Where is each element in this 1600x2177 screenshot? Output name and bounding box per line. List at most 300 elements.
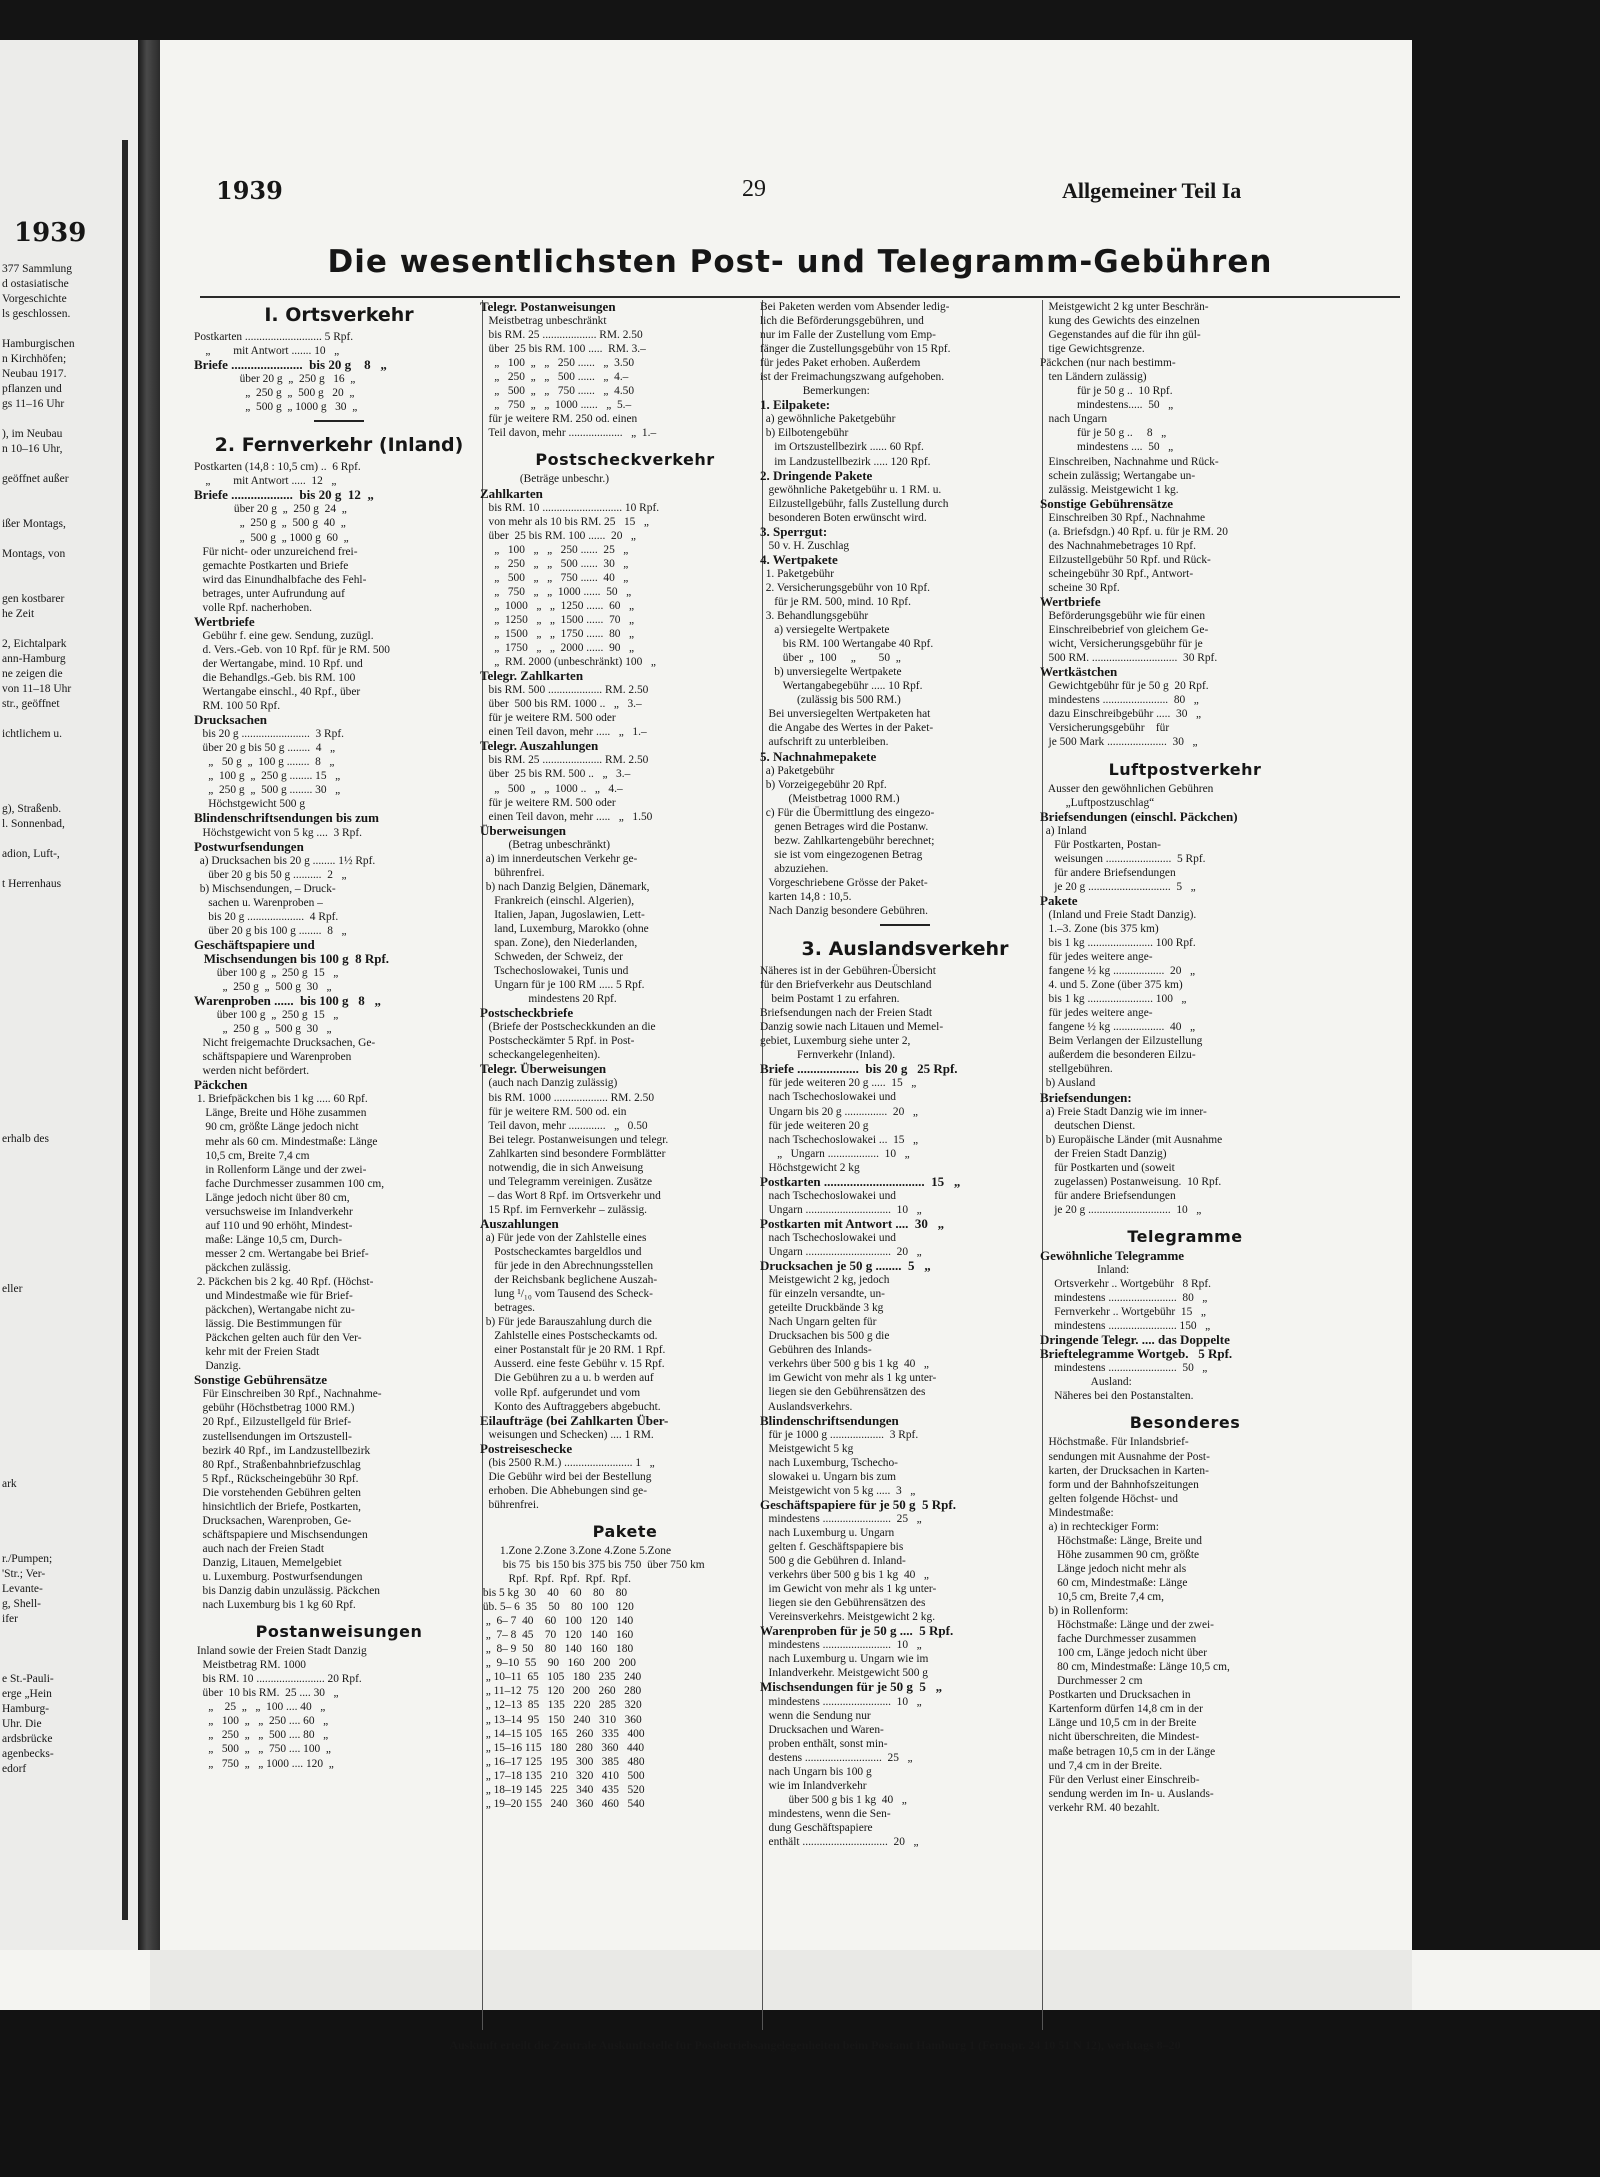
item-heading: Telegr. Postanweisungen [480,300,616,314]
text-line: Ausland: [1040,1376,1132,1389]
text-line: (Betrag unbeschränkt) [480,838,611,851]
left-page-line: eller [2,1283,23,1295]
left-page-line [2,1072,138,1087]
left-page-year: 1939 [14,218,87,248]
text-line: „ 12–13 85 135 220 285 320 [480,1699,642,1712]
text-line: dung Geschäftspapiere [760,1821,873,1834]
left-page-line [2,1222,138,1237]
left-page-line [2,1237,138,1252]
text-line: Danzig. [194,1360,242,1373]
text-line: und Telegramm vereinigen. Zusätze [480,1175,653,1188]
sub-heading: Besonderes [1129,1413,1241,1433]
text-line: bis 75 bis 150 bis 375 bis 750 über 750 km [480,1558,705,1571]
text-line: „ 500 „ „ 750 .... 100 „ [194,1743,331,1756]
item-heading: Sonstige Gebührensätze [194,1373,328,1388]
item-heading: Briefsendungen: [1040,1090,1132,1105]
sub-heading: Luftpostverkehr [1108,759,1262,779]
text-line: nur im Falle der Zustellung vom Emp- [760,329,936,342]
text-line: enthält .............................. 20 „ [760,1835,919,1848]
text-line: Beförderungsgebühr wie für einen [1040,610,1206,623]
text-line: des Nachnahmebetrages 10 Rpf. [1040,539,1196,552]
text-line: Postkarten und Drucksachen in [1040,1689,1191,1702]
text-line: 1. Briefpäckchen bis 1 kg ..... 60 Rpf. [194,1093,368,1106]
text-line: Kartenform dürfen 14,8 cm in der [1040,1703,1203,1716]
text-line: für je weitere RM. 500 od. ein [480,1105,627,1118]
text-line: bis 1 kg ....................... 100 „ [1040,993,1187,1006]
text-line: verkehrs über 500 g bis 1 kg 40 „ [760,1569,929,1582]
text-line: b) unversiegelte Wertpakete [760,666,902,679]
item-heading: Drucksachen [194,713,267,728]
text-line: Einschreiben 30 Rpf., Nachnahme [1040,511,1206,524]
gutter-shadow [122,140,128,1920]
column-3 [760,300,1050,1849]
left-page-line: ), im Neubau [2,428,63,440]
left-page-line [2,1417,138,1432]
text-line: Vereinsverkehrs. Meistgewicht 2 kg. [760,1611,936,1624]
text-line: „ 250 g „ 500 g 30 „ [194,1023,332,1036]
left-page-line [2,862,138,877]
left-page-line [2,1657,138,1672]
text-line: Inlandverkehr. Meistgewicht 500 g [760,1667,928,1680]
left-page-line [2,1012,138,1027]
left-page-line: Uhr. Die [2,1718,42,1730]
spacer [480,1512,770,1520]
text-line: „ RM. 2000 (unbeschränkt) 100 „ [480,656,656,669]
text-line: auch nach der Freien Stadt [194,1542,324,1555]
text-line: Höchstmaße. Für Inlandsbrief- [1040,1436,1189,1449]
text-line: Höchstgewicht von 5 kg .... 3 Rpf. [194,826,362,839]
text-line: nach Ungarn bis 100 g [760,1765,872,1778]
left-page-line [2,1087,138,1102]
text-line: Beim Verlangen der Eilzustellung [1040,1035,1203,1048]
left-page-line: ichtlichem u. [2,728,63,740]
text-line: sendungen mit Ausnahme der Post- [1040,1450,1210,1463]
text-line: bis RM. 25 ................... RM. 2.50 [480,329,643,342]
text-line: „ 100 „ „ 250 ...... „ 3.50 [480,357,635,370]
left-page-line: Vorgeschichte [2,293,67,305]
text-line: nach Ungarn [1040,413,1108,426]
text-line: gebühr (Höchstbetrag 1000 RM.) [194,1402,355,1415]
text-line: b) Vorzeigegebühr 20 Rpf. [760,778,887,791]
text-line: für Postkarten und (soweit [1040,1161,1175,1174]
text-line: versuchsweise im Inlandverkehr [194,1205,353,1218]
left-page-line: ifer [2,1613,18,1625]
text-line: je 500 Mark ..................... 30 „ [1040,736,1198,749]
text-line: über 25 bis RM. 500 .. „ 3.– [480,768,631,781]
text-line: (Briefe der Postscheckkunden an die [480,1021,656,1034]
text-line: Höhe zusammen 90 cm, größte [1040,1548,1200,1561]
text-line: Drucksachen, Warenproben, Ge- [194,1514,352,1527]
left-page-line: von 11–18 Uhr [2,683,72,695]
text-line: fache Durchmesser zusammen [1040,1633,1197,1646]
item-heading: Briefsendungen (einschl. Päckchen) [1040,809,1238,824]
text-line: Postkarten (14,8 : 10,5 cm) .. 6 Rpf. [194,461,361,474]
text-line: form und der Bahnhofszeitungen [1040,1478,1199,1491]
left-page-line [2,922,138,937]
text-line: nach Luxemburg, Tschecho- [760,1456,898,1469]
text-line: volle Rpf. nacherhoben. [194,601,312,614]
left-page-line [2,1432,138,1447]
text-line: „ 250 g „ 500 g 40 „ [194,517,346,530]
item-heading: Drucksachen je 50 g ........ 5 „ [760,1259,931,1274]
left-page-line [2,907,138,922]
text-line: bis RM. 25 ..................... RM. 2.50 [480,754,649,767]
text-line: gewöhnliche Paketgebühr u. 1 RM. u. [760,483,942,496]
text-line: nach Tschechoslowakei und [760,1091,896,1104]
text-line: einer Postanstalt für je 20 RM. 1 Rpf. [480,1344,666,1357]
text-line: über 10 bis RM. 25 .... 30 „ [194,1687,339,1700]
text-line: „ 500 „ „ 750 ...... 40 „ [480,571,629,584]
column-2 [480,300,770,1811]
text-line: 90 cm, größte Länge jedoch nicht [194,1121,359,1134]
text-line: über 500 bis RM. 1000 .. „ 3.– [480,698,642,711]
text-line: Meistbetrag RM. 1000 [194,1659,306,1672]
text-line: RM. 100 50 Rpf. [194,700,281,713]
text-line: notwendig, die in sich Anweisung [480,1161,644,1174]
left-page-line [2,502,138,517]
text-line: 10,5 cm, Breite 7,4 cm, [1040,1590,1165,1603]
document-page [160,150,1412,2052]
text-line: Mindestmaße: [1040,1506,1114,1519]
text-line: bis RM. 1000 ................... RM. 2.50 [480,1091,655,1104]
spacer [1040,750,1330,758]
text-line: für andere Briefsendungen [1040,866,1176,879]
left-page-line [2,1192,138,1207]
text-line: einen Teil davon, mehr ..... „ 1.50 [480,810,653,823]
text-line: verkehr RM. 40 bezahlt. [1040,1801,1160,1814]
text-line: „ 250 g „ 500 g 30 „ [194,981,332,994]
text-line: ten Ländern zulässig) [1040,371,1147,384]
left-page-line: e St.-Pauli- [2,1673,54,1685]
text-line: Nach Danzig besondere Gebühren. [760,905,928,918]
text-line: (Beträge unbeschr.) [480,473,610,486]
spacer [194,1612,484,1620]
text-line: nach Tschechoslowakei ... 15 „ [760,1133,919,1146]
text-line: außerdem die besonderen Eilzu- [1040,1049,1196,1062]
item-heading: Postwurfsendungen [194,839,304,854]
text-line: Höchstmaße: Länge, Breite und [1040,1534,1202,1547]
text-line: über 20 g bis 50 g ........ 4 „ [194,742,336,755]
text-line: Meistgewicht 2 kg unter Beschrän- [1040,301,1209,313]
book-gutter [138,40,160,1950]
text-line: die Angabe des Wertes in der Paket- [760,722,934,735]
text-line: mindestens ....................... 80 „ [1040,694,1199,707]
text-line: slowakei u. Ungarn bis zum [760,1470,897,1483]
text-line: „ 17–18 135 210 320 410 500 [480,1769,645,1782]
left-page-line: adion, Luft-, [2,848,60,860]
text-line: 80 Rpf., Straßenbahnbriefzuschlag [194,1458,361,1471]
text-line: scheckangelegenheiten). [480,1049,601,1062]
text-line: d. Vers.-Geb. von 10 Rpf. für je RM. 500 [194,643,390,656]
item-heading: Eilaufträge (bei Zahlkarten Über- [480,1413,669,1428]
text-line: „ 250 g „ 500 g 20 „ [194,387,355,400]
text-line: über „ 100 „ 50 „ [760,652,901,665]
text-line: „ 7– 8 45 70 120 140 160 [480,1629,634,1642]
text-line: der Reichsbank beglichene Auszah- [480,1274,658,1287]
text-line: Postscheckamtes bargeldlos und [480,1246,642,1259]
left-page-text [2,262,138,1777]
left-page-line: d ostasiatische [2,278,69,290]
text-line: Auslandsverkehrs. [760,1400,853,1413]
text-line: stellgebühren. [1040,1063,1113,1076]
text-line: (Meistbetrag 1000 RM.) [760,792,900,805]
text-line: für je 50 g .. 8 „ [1040,427,1167,440]
text-line: Ungarn .............................. 20 „ [760,1246,922,1258]
left-page-line [2,1042,138,1057]
text-line: Drucksachen bis 500 g die [760,1330,890,1343]
left-page-line [2,577,138,592]
text-line: und Mindestmaße wie für Brief- [194,1290,353,1303]
text-line: 2. Versicherungsgebühr von 10 Rpf. [760,581,930,594]
text-line: „ 250 g „ 500 g ........ 30 „ [194,784,341,797]
text-line: mindestens ........................ 10 „ [760,1639,922,1652]
text-line: Bei telegr. Postanweisungen und telegr. [480,1133,669,1146]
left-page-line [2,1387,138,1402]
text-line: über 25 bis RM. 100 ..... RM. 3.– [480,343,646,356]
page-bottom-margin [150,1950,1412,2010]
spacer [1040,1403,1330,1411]
left-page-line: str., geöffnet [2,698,60,710]
text-line: bis 20 g ........................ 3 Rpf. [194,728,344,741]
text-line: beim Postamt 1 zu erfahren. [760,993,900,1006]
left-page-line: 377 Sammlung [2,263,72,275]
text-line: proben enthält, sonst min- [760,1737,888,1750]
text-line: gelten folgende Höchst- und [1040,1492,1178,1505]
left-page-line: ardsbrücke [2,1733,53,1745]
left-page-line [2,1342,138,1357]
item-heading: Postreiseschecke [480,1441,573,1456]
text-line: Wertangabegebühr ..... 10 Rpf. [760,680,923,693]
left-page-line [2,1627,138,1642]
item-heading: Briefe ................... bis 20 g 25 Rpf. [760,1062,958,1077]
text-line: b) Europäische Länder (mit Ausnahme [1040,1133,1223,1146]
left-page-line [2,1642,138,1657]
text-line: maße betragen 10,5 cm in der Länge [1040,1745,1216,1758]
text-line: Bemerkungen: [760,385,870,398]
text-line: Höchstgewicht 500 g [194,798,306,811]
scan-border-bottom [0,2010,1600,2177]
text-line: „ 100 „ „ 250 .... 60 „ [194,1715,329,1728]
sub-heading: Postanweisungen [255,1622,423,1642]
text-line: sendung werden im In- u. Auslands- [1040,1787,1214,1800]
left-page-line [2,1297,138,1312]
text-line: – das Wort 8 Rpf. im Ortsverkehr und [480,1189,661,1202]
left-page-line [2,322,138,337]
left-page-line [2,457,138,472]
left-page-line: g, Shell- [2,1598,41,1610]
text-line: wird das Einundhalbfache des Fehl- [194,573,367,586]
item-heading: 2. Dringende Pakete [760,468,873,483]
text-line: Die Gebühr wird bei der Bestellung [480,1470,652,1483]
text-line: „ 14–15 105 165 260 335 400 [480,1727,645,1740]
text-line: für andere Briefsendungen [1040,1189,1176,1202]
text-line: bis 1 kg ....................... 100 Rpf. [1040,937,1196,950]
text-line: lich die Beförderungsgebühren, und [760,315,924,328]
left-page-line [2,1492,138,1507]
text-line: über 20 g bis 100 g ........ 8 „ [194,924,347,937]
text-line: gelten f. Geschäftspapiere bis [760,1540,904,1553]
text-line: schäftspapiere und Mischsendungen [194,1528,368,1541]
text-line: im Gewicht von mehr als 1 kg unter- [760,1372,937,1385]
text-line: Länge jedoch nicht über 80 cm, [194,1191,350,1204]
text-line: Frankreich (einschl. Algerien), [480,894,635,907]
text-line: mindestens ........................ 150 „ [1040,1320,1211,1333]
left-page-line [2,1447,138,1462]
text-line: nach Luxemburg bis 1 kg 60 Rpf. [194,1599,356,1612]
text-line: Eilzustellgebühr 50 Rpf. und Rück- [1040,553,1211,566]
text-line: mindestens, wenn die Sen- [760,1807,891,1820]
text-line: „ 100 g „ 250 g ........ 15 „ [194,770,341,783]
item-heading: 3. Sperrgut: [760,524,828,539]
text-line: über 20 g bis 50 g .......... 2 „ [194,868,347,881]
text-line: 1. Paketgebühr [760,567,835,580]
text-line: geteilte Druckbände 3 kg [760,1302,884,1315]
item-heading: 4. Wertpakete [760,552,838,567]
text-line: besonderen Boten erwünscht wird. [760,511,927,524]
text-line: bis RM. 100 Wertangabe 40 Rpf. [760,638,934,651]
scan-border-top [0,0,1600,40]
left-page-line [2,952,138,967]
text-line: Höchstgewicht 2 kg [760,1161,860,1174]
text-line: „ 750 „ „ 1000 ...... „ 5.– [480,399,632,412]
text-line: für je 50 g .. 10 Rpf. [1040,385,1173,398]
item-heading: Wertbriefe [1040,594,1101,609]
text-line: in Rollenform Länge und der zwei- [194,1163,367,1176]
text-line: 500 RM. .............................. 30 Rpf. [1040,652,1218,665]
text-line: schein zulässig; Wertangabe un- [1040,469,1196,482]
text-line: und 7,4 cm in der Breite. [1040,1759,1163,1772]
left-page-line [2,532,138,547]
text-line: b) Für jede Barauszahlung durch die [480,1316,652,1329]
text-line: Näheres bei den Postanstalten. [1040,1390,1194,1403]
text-line: sachen u. Warenproben – [194,896,323,909]
text-line: Fernverkehr (Inland). [760,1049,896,1062]
text-line: mindestens ........................ 80 „ [1040,1292,1208,1305]
left-page-line: pflanzen und [2,383,62,395]
text-line: für jedes weitere ange- [1040,1007,1153,1020]
sub-heading: Postscheckverkehr [535,450,715,470]
left-page-line: t Herrenhaus [2,878,62,890]
left-page-line: ark [2,1478,17,1490]
item-heading: Postscheckbriefe [480,1006,574,1021]
text-line: bis RM. 500 ................... RM. 2.50 [480,684,649,697]
text-line: Postkarten ........................... 5 Rpf. [194,331,354,343]
sub-heading: Pakete [592,1521,658,1541]
text-line: für je RM. 500, mind. 10 Rpf. [760,595,911,608]
text-line: betrages, unter Aufrundung auf [194,587,345,600]
text-line: liegen sie den Gebührensätzen des [760,1597,926,1610]
text-line: „ 13–14 95 150 240 310 360 [480,1713,642,1726]
text-line: Eilzustellgebühr, falls Zustellung durch [760,497,949,510]
title-rule [200,296,1400,298]
text-line: mindestens 20 Rpf. [480,993,617,1006]
text-line: Meistgewicht 5 kg [760,1442,854,1455]
left-page-line: agenbecks- [2,1748,54,1760]
text-line: mindestens .... 50 „ [1040,441,1174,454]
text-line: „ 100 „ „ 250 ...... 25 „ [480,543,629,556]
left-page-line [2,772,138,787]
left-page-line [2,1057,138,1072]
text-line: lung ¹/₁₀ vom Tausend des Scheck- [480,1288,653,1301]
text-line: für je weitere RM. 500 oder [480,796,616,809]
left-page-line: erhalb des [2,1133,49,1145]
left-page-line: ne zeigen die [2,668,63,680]
text-line: für den Briefverkehr aus Deutschland [760,979,932,992]
left-page-line: gen kostbarer [2,593,65,605]
text-line: „ 15–16 115 180 280 360 440 [480,1741,645,1754]
text-line: „ 750 „ „ 1000 ...... 50 „ [480,585,632,598]
left-page-line [2,1402,138,1417]
text-line: nach Tschechoslowakei und [760,1189,896,1202]
left-page-line [2,937,138,952]
item-heading: Zahlkarten [480,486,543,501]
column-4 [1040,300,1330,1815]
text-line: 1.Zone 2.Zone 3.Zone 4.Zone 5.Zone [480,1544,672,1557]
text-line: nach Luxemburg u. Ungarn wie im [760,1653,929,1666]
text-line: aufschrift zu unterbleiben. [760,736,889,749]
item-heading: 5. Nachnahmepakete [760,749,877,764]
section-heading: I. Ortsverkehr [264,304,414,326]
left-page-line: gs 11–16 Uhr [2,398,65,410]
text-line: (auch nach Danzig zulässig) [480,1077,618,1090]
left-page-line [2,787,138,802]
left-page-line: g), Straßenb. [2,803,62,815]
text-line: hinsichtlich der Briefe, Postkarten, [194,1500,362,1513]
text-line: die Behandlgs.-Geb. bis RM. 100 [194,671,356,684]
text-line: Nach Ungarn gelten für [760,1316,877,1329]
text-line: gebiet, Luxemburg siehe unter 2, [760,1035,911,1048]
text-line: Die Gebühren zu a u. b werden auf [480,1372,654,1385]
item-heading: 1. Eilpakete: [760,398,831,413]
left-page-line: Hamburgischen [2,338,75,350]
text-line: im Ortszustellbezirk ...... 60 Rpf. [760,441,924,454]
text-line: wenn die Sendung nur [760,1709,871,1722]
text-line: Meistbetrag unbeschränkt [480,315,607,328]
text-line: Danzig sowie nach Litauen und Memel- [760,1021,944,1034]
left-page-line [2,1252,138,1267]
left-page-line [2,1117,138,1132]
text-line: a) Für jede von der Zahlstelle eines [480,1232,647,1244]
text-line: b) in Rollenform: [1040,1605,1129,1618]
left-page-line: Neubau 1917. [2,368,67,380]
text-line: Für Postkarten, Postan- [1040,838,1161,851]
left-page-line [2,712,138,727]
text-line: a) in rechteckiger Form: [1040,1520,1159,1533]
text-line: „ 500 „ „ 750 ...... „ 4.50 [480,385,635,398]
text-line: b) nach Danzig Belgien, Dänemark, [480,880,650,893]
text-line: c) Für die Übermittlung des eingezo- [760,806,935,819]
text-line: Inland sowie der Freien Stadt Danzig [194,1645,367,1658]
left-page-line: erge „Hein [2,1688,52,1700]
text-line: erhoben. Die Abhebungen sind ge- [480,1484,648,1497]
text-line: der Freien Stadt Danzig) [1040,1147,1167,1160]
text-line: Ausser den gewöhnlichen Gebühren [1040,782,1214,795]
item-heading: Telegr. Überweisungen [480,1062,607,1077]
text-line: 100 cm, Länge jedoch nicht über [1040,1647,1208,1660]
text-line: 50 v. H. Zuschlag [760,539,850,552]
text-line: Bei Paketen werden vom Absender ledig- [760,301,950,313]
text-line: schäftspapiere und Warenproben [194,1051,352,1064]
text-line: „ 250 „ „ 500 .... 80 „ [194,1729,329,1742]
item-heading: Blindenschriftsendungen bis zum [194,811,379,826]
text-line: 10,5 cm, Breite 7,4 cm [194,1149,310,1162]
text-line: Zahlstelle eines Postscheckamts od. [480,1330,658,1343]
text-line: einen Teil davon, mehr ..... „ 1.– [480,726,647,739]
text-line: deutschen Dienst. [1040,1119,1136,1132]
text-line: 80 cm, Mindestmaße: Länge 10,5 cm, [1040,1661,1230,1674]
left-page-line [2,1147,138,1162]
page-title: Die wesentlichsten Post- und Telegramm-Gebühren [327,244,1273,280]
